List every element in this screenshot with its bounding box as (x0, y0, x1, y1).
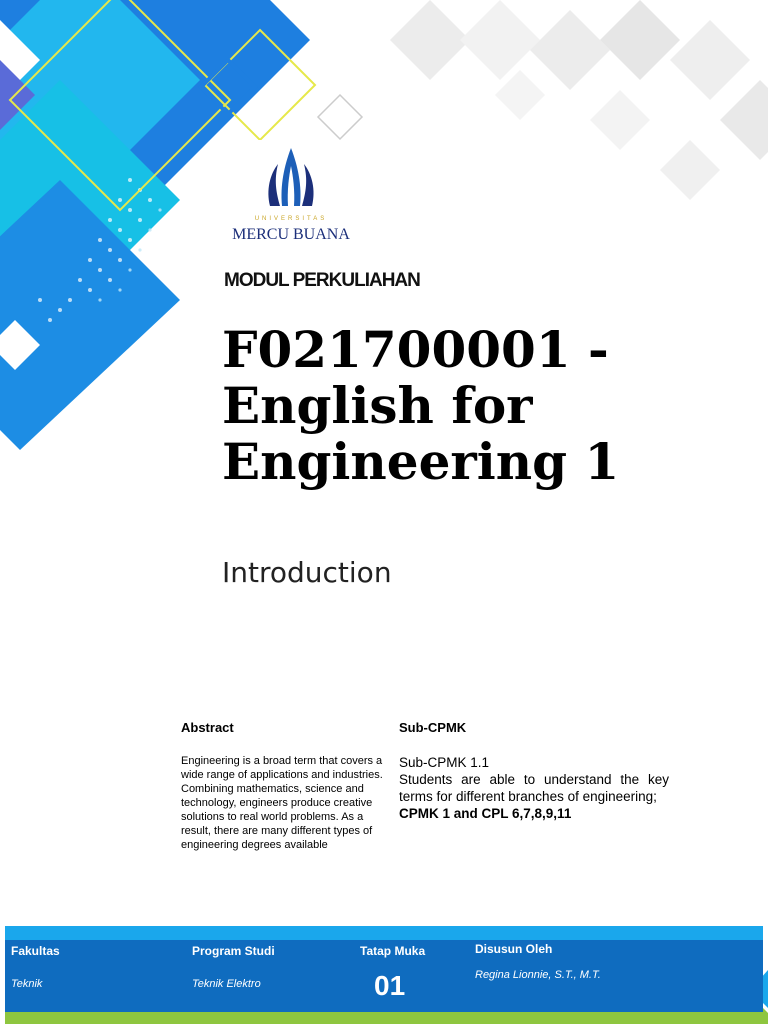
sub-cpmk-code: Sub-CPMK 1.1 (399, 755, 490, 770)
fakultas-label: Fakultas (11, 944, 60, 958)
title-line-2: English for (222, 376, 533, 435)
sub-cpmk-heading: Sub-CPMK (399, 720, 467, 735)
page-subtitle: Introduction (222, 556, 392, 589)
abstract-body: Engineering is a broad term that covers a wide range of applications and industries. Combining mathematics, science and technology, engineers produce creative solutions to real world problems. As a result, there are many different types of engineering degrees available (181, 755, 383, 851)
tatap-muka-value: 01 (374, 970, 406, 1001)
gray-outline-diamond (318, 95, 362, 139)
abstract-heading: Abstract (181, 720, 234, 735)
fakultas-value: Teknik (11, 978, 43, 990)
flame-emblem-icon (222, 140, 360, 216)
footer-bottom-stripe (5, 1012, 763, 1024)
cpmk-reference: CPMK 1 and CPL 6,7,8,9,11 (399, 806, 572, 821)
title-line-3: Engineering 1 (222, 432, 620, 491)
logo-university-name: MERCU BUANA (232, 226, 350, 243)
title-line-1: F021700001 - (222, 320, 609, 379)
tatap-muka-label: Tatap Muka (360, 944, 426, 958)
program-studi-value: Teknik Elektro (192, 978, 261, 990)
university-logo (222, 140, 360, 250)
footer-top-stripe (5, 926, 763, 940)
disusun-oleh-label: Disusun Oleh (475, 942, 553, 956)
sub-cpmk-body (399, 754, 669, 822)
sub-cpmk-description: Students are able to understand the key terms for different branches of engineering; (399, 772, 669, 804)
module-label: MODUL PERKULIAHAN (224, 270, 420, 291)
disusun-oleh-value: Regina Lionnie, S.T., M.T. (475, 969, 601, 981)
program-studi-label: Program Studi (192, 944, 275, 958)
logo-university-label: UNIVERSITAS (254, 216, 328, 222)
page-title (222, 322, 742, 490)
gray-diamond-pattern (390, 0, 768, 200)
footer-info-bar (5, 940, 763, 1012)
